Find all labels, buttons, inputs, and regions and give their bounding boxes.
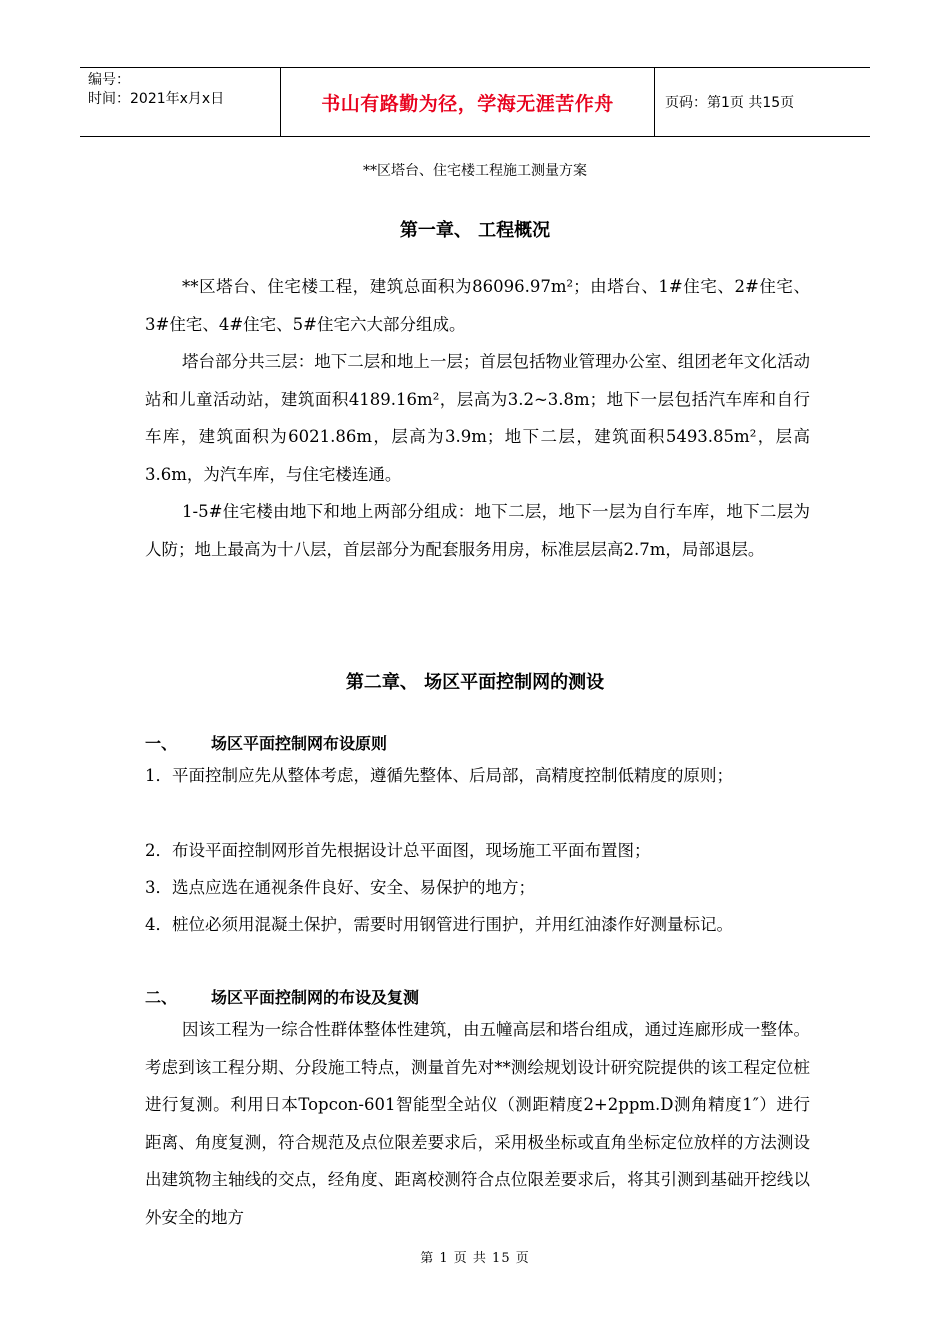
chapter-1-title: 第一章、 工程概况 (399, 220, 551, 241)
list-item: 2．布设平面控制网形首先根据设计总平面图，现场施工平面布置图； (145, 841, 651, 860)
paragraph: **区塔台、住宅楼工程，建筑总面积为86096.97m²；由塔台、1#住宅、2#住宅、3#住宅、4#住宅、5#住宅六大部分组成。 (145, 277, 810, 334)
page-footer: 第 1 页 共 15 页 (420, 1251, 530, 1266)
header-meta (80, 68, 280, 136)
paragraph: 1-5#住宅楼由地下和地上两部分组成：地下二层，地下一层为自行车库，地下二层为人防；地上最高为十八层，首层部分为配套服务用房，标准层层高2.7m，局部退层。 (145, 502, 810, 559)
document-title: **区塔台、住宅楼工程施工测量方案 (363, 163, 587, 179)
header-motto: 书山有路勤为径，学海无涯苦作舟 (321, 92, 614, 115)
chapter-2-title: 第二章、 场区平面控制网的测设 (345, 672, 605, 693)
header-number: 编号： (88, 72, 130, 88)
header-motto-cell (280, 68, 655, 136)
header-date: 时间：2021年x月x日 (88, 91, 225, 107)
paragraph: 塔台部分共三层：地下二层和地上一层；首层包括物业管理办公室、组团老年文化活动站和儿童活动站，建筑面积4189.16m²，层高为3.2~3.8m；地下一层包括汽车库和自行车库，建筑面积为6021.86m，层高为3.9m；地下二层，建筑面积5493.85m²，层高3.6m，为汽车库，与住宅楼连通。 (145, 352, 810, 484)
list-item: 3．选点应选在通视条件良好、安全、易保护的地方； (145, 878, 535, 897)
section-title: 场区平面控制网布设原则 (211, 734, 388, 753)
header-page-number: 页码：第1页 共15页 (665, 95, 795, 111)
section-number: 一、 (145, 734, 178, 753)
page-header (80, 67, 870, 137)
paragraph: 因该工程为一综合性群体整体性建筑，由五幢高层和塔台组成，通过连廊形成一整体。考虑到该工程分期、分段施工特点，测量首先对**测绘规划设计研究院提供的该工程定位桩进行复测。利用日本Topcon-601智能型全站仪（测距精度2+2ppm.D测角精度1″）进行距离、角度复测，符合规范及点位限差要求后，采用极坐标或直角坐标定位放样的方法测设出建筑物主轴线的交点，经角度、距离校测符合点位限差要求后，将其引测到基础开挖线以外安全的地方 (145, 1020, 810, 1227)
section-1-heading (145, 731, 387, 754)
section-2-heading (145, 985, 419, 1008)
section-title: 场区平面控制网的布设及复测 (211, 988, 420, 1007)
list-item: 1．平面控制应先从整体考虑，遵循先整体、后局部，高精度控制低精度的原则； (145, 766, 733, 785)
list-item: 4．桩位必须用混凝土保护，需要时用钢管进行围护，并用红油漆作好测量标记。 (145, 915, 733, 934)
section-number: 二、 (145, 988, 178, 1007)
